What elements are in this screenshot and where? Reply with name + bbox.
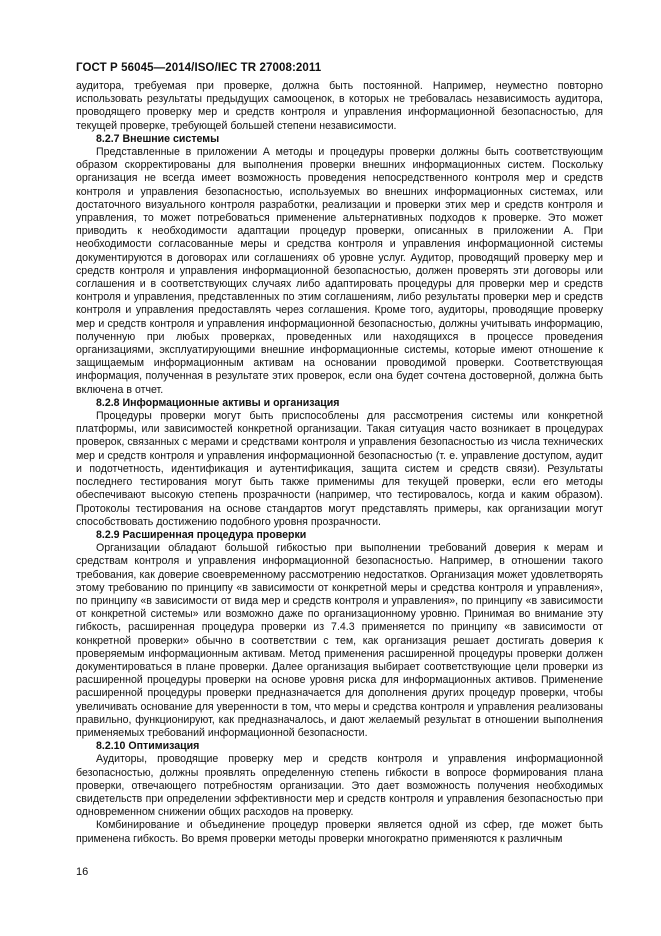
section-heading-8-2-9: 8.2.9 Расширенная процедура проверки — [96, 528, 307, 541]
paragraph: Комбинирование и объединение процедур проверки является одной из сфер, где может быть применена гибкость. Во время проверки методы проверки многократно применяются к различным — [76, 819, 603, 845]
section-heading-8-2-7: 8.2.7 Внешние системы — [96, 132, 220, 145]
paragraph: Процедуры проверки могут быть приспособлены для рассмотрения системы или конкретной платформы, или зависимостей конкретной организации. Такая ситуация часто возникает в процедурах проверок, связанных с мерами и средствами контроля и управления безопасностью из числа технических мер и средств контроля и управления информационной безопасностью (т. е. управление доступом, аудит и подотчетность, идентификация и аутентификация, защита систем и средств связи). Результаты последнего тестирования могут быть также применимы для текущей проверки, если его методы обеспечивают высокую степень прозрачности (например, что тестировалось, когда и каким образом). Протоколы тестирования на основе стандартов могут представлять примеры, как организации могут способствовать достижению подобного уровня прозрачности. — [76, 410, 603, 528]
document-header: ГОСТ Р 56045—2014/ISO/IEC TR 27008:2011 — [76, 62, 322, 74]
paragraph: Представленные в приложении А методы и процедуры проверки должны быть соответствующим образом скорректированы для выполнения проверки внешних информационных систем. Поскольку организация не всегда имеет возможность проведения непосредственного контроля мер и средств контроля и управления безопасностью, используемых во внешних информационных системах, или достаточного визуального контроля разработки, реализации и проверки этих мер и средств контроля и управления, то может потребоваться применение альтернативных подходов к проверке. Это может приводить к необходимости адаптации процедур проверки, описанных в приложении А. При необходимости согласованные меры и средства контроля и управления информационной системы документируются в договорах или соглашениях об уровне услуг. Аудитор, проводящий проверку мер и средств контроля и управления информационной безопасностью, должен проверять эти договоры или соглашения и в соответствующих случаях либо адаптировать процедуры для проверки мер и средств контроля и управления, представленных по этим соглашениям, либо результаты проверки мер и средств контроля и управления предоставлять через соглашения. Кроме того, аудиторы, проводящие проверку мер и средств контроля и управления информационной безопасностью, должны учитывать информацию, полученную при любых проверках, проведенных или находящихся в процессе проведения организациями, эксплуатирующими внешние информационные системы, которые имеют отношение к защищаемым информационным активам на основании проводимой проверки. Соответствующая информация, полученная в результате этих проверок, если она будет сочтена достоверной, должна быть включена в отчет. — [76, 146, 603, 396]
paragraph: Организации обладают большой гибкостью при выполнении требований доверия к мерам и средствам контроля и управления информационной безопасностью. Например, в отношении такого требования, как доверие своевременному рассмотрению недостатков. Организация может удовлетворять этому требованию по принципу «в зависимости от конкретной меры и средства контроля и управления», по принципу «в зависимости от вида мер и средств контроля и управления», по принципу «в зависимости от конкретной системы» или возможно даже по организационному уровню. Принимая во внимание эту гибкость, расширенная процедура проверки из 7.4.3 применяется по принципу «в зависимости от конкретной проверки» обычно в соответствии с тем, как организация решает достигать доверия к проверяемым информационным активам. Метод применения расширенной процедуры проверки должен документироваться в плане проверки. Далее организация выбирает соответствующие цели проверки из расширенной процедуры проверки на основе уровня риска для информационных активов. Применение расширенной процедуры проверки предназначается для дополнения других процедур проверки, чтобы увеличивать основание для уверенности в том, что меры и средства контроля и управления реализованы правильно, функционируют, как предназначалось, и дают желаемый результат в отношении выполнения применяемых требований информационной безопасности. — [76, 542, 603, 739]
page-number: 16 — [76, 866, 89, 878]
document-body — [76, 80, 603, 846]
paragraph: Аудиторы, проводящие проверку мер и средств контроля и управления информационной безопасностью, должны проявлять определенную степень гибкости в вопросе формирования плана проверки, отвечающего потребностям организации. Это дает возможность получения необходимых свидетельств при определении эффективности мер и средств контроля и управления безопасностью при одновременном снижении общих расходов на проверку. — [76, 753, 603, 819]
intro-paragraph: аудитора, требуемая при проверке, должна быть постоянной. Например, неуместно повторно использовать результаты предыдущих самооценок, в которых не требовалась независимость аудитора, проводящего проверку мер и средств контроля и управления информационной безопасностью, для текущей проверке, требующей большей степени независимости. — [76, 80, 603, 132]
section-heading-8-2-8: 8.2.8 Информационные активы и организация — [96, 396, 340, 409]
section-heading-8-2-10: 8.2.10 Оптимизация — [96, 740, 200, 753]
